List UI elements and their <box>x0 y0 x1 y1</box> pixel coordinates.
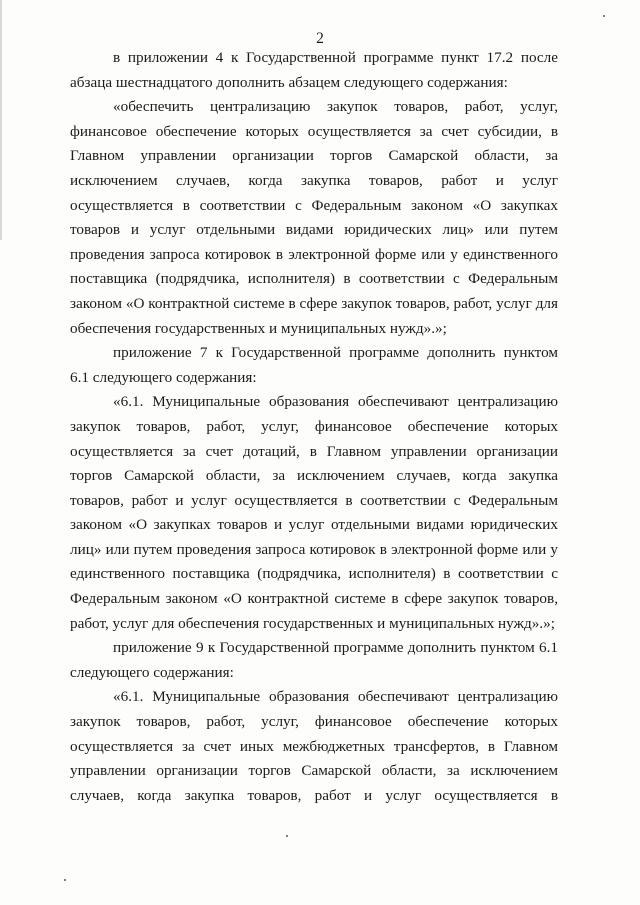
text-line: 6.1 следующего содержания: <box>70 368 257 386</box>
paragraph-point-6-1-transfers <box>70 685 558 808</box>
text-line: управлении организации торгов Самарской области, за исключением <box>70 762 558 780</box>
paragraph-appendix-7 <box>70 341 558 390</box>
scan-speck <box>286 835 288 837</box>
scan-speck <box>603 15 605 17</box>
text-line: финансовое обеспечение которых осуществляется за счет субсидии, в <box>70 122 558 140</box>
text-line: законом «О контрактной системе в сфере закупок товаров, работ, услуг для <box>70 294 558 312</box>
text-line: поставщика (подрядчика, исполнителя) в соответствии с Федеральным <box>70 270 558 288</box>
paragraph-appendix-9 <box>70 636 558 685</box>
paragraph-quote-centralization <box>70 95 558 341</box>
text-line: следующего содержания: <box>70 663 234 681</box>
text-line: проведения запроса котировок в электронной форме или у единственного <box>70 245 558 263</box>
text-line: законом «О закупках товаров и услуг отдельными видами юридических <box>70 516 558 534</box>
text-line: абзаца шестнадцатого дополнить абзацем следующего содержания: <box>70 73 508 91</box>
text-line: товаров, работ и услуг осуществляется в соответствии с Федеральным <box>70 491 558 509</box>
text-line: исключением случаев, когда закупка товаров, работ и услуг <box>70 171 558 189</box>
text-line: торгов Самарской области, за исключением случаев, когда закупка <box>70 467 558 485</box>
scan-speck <box>64 879 66 881</box>
paragraph-point-6-1-subsidies <box>70 390 558 636</box>
text-line: в приложении 4 к Государственной программе пункт 17.2 после <box>113 49 558 66</box>
text-line: лиц» или путем проведения запроса котировок в электронной форме или у <box>70 540 558 558</box>
text-line: «6.1. Муниципальные образования обеспечивают централизацию <box>113 688 558 706</box>
text-line: работ, услуг для обеспечения государственных и муниципальных нужд».»; <box>70 614 555 632</box>
page-number: 2 <box>316 30 324 47</box>
text-line: случаев, когда закупка товаров, работ и услуг осуществляется в <box>70 786 558 804</box>
paragraph-appendix-4 <box>70 46 558 95</box>
text-line: осуществляется за счет дотаций, в Главном управлении организации <box>70 442 558 460</box>
text-line: «обеспечить централизацию закупок товаров, работ, услуг, <box>113 98 558 116</box>
text-line: осуществляется за счет иных межбюджетных трансфертов, в Главном <box>70 737 558 755</box>
text-line: единственного поставщика (подрядчика, исполнителя) в соответствии с <box>70 565 558 583</box>
text-line: обеспечения государственных и муниципальных нужд».»; <box>70 319 447 337</box>
text-line: приложение 9 к Государственной программе дополнить пунктом 6.1 <box>113 639 558 657</box>
text-line: Федеральным законом «О контрактной системе в сфере закупок товаров, <box>70 590 558 608</box>
document-body <box>70 46 558 808</box>
text-line: осуществляется в соответствии с Федеральным законом «О закупках <box>70 196 558 214</box>
text-line: приложение 7 к Государственной программе дополнить пунктом <box>113 344 558 362</box>
text-line: товаров и услуг отдельными видами юридических лиц» или путем <box>70 221 558 239</box>
text-line: Главном управлении организации торгов Самарской области, за <box>70 147 558 165</box>
text-line: закупок товаров, работ, услуг, финансовое обеспечение которых <box>70 713 558 731</box>
text-line: закупок товаров, работ, услуг, финансовое обеспечение которых <box>70 417 558 435</box>
text-line: «6.1. Муниципальные образования обеспечивают централизацию <box>113 393 558 411</box>
